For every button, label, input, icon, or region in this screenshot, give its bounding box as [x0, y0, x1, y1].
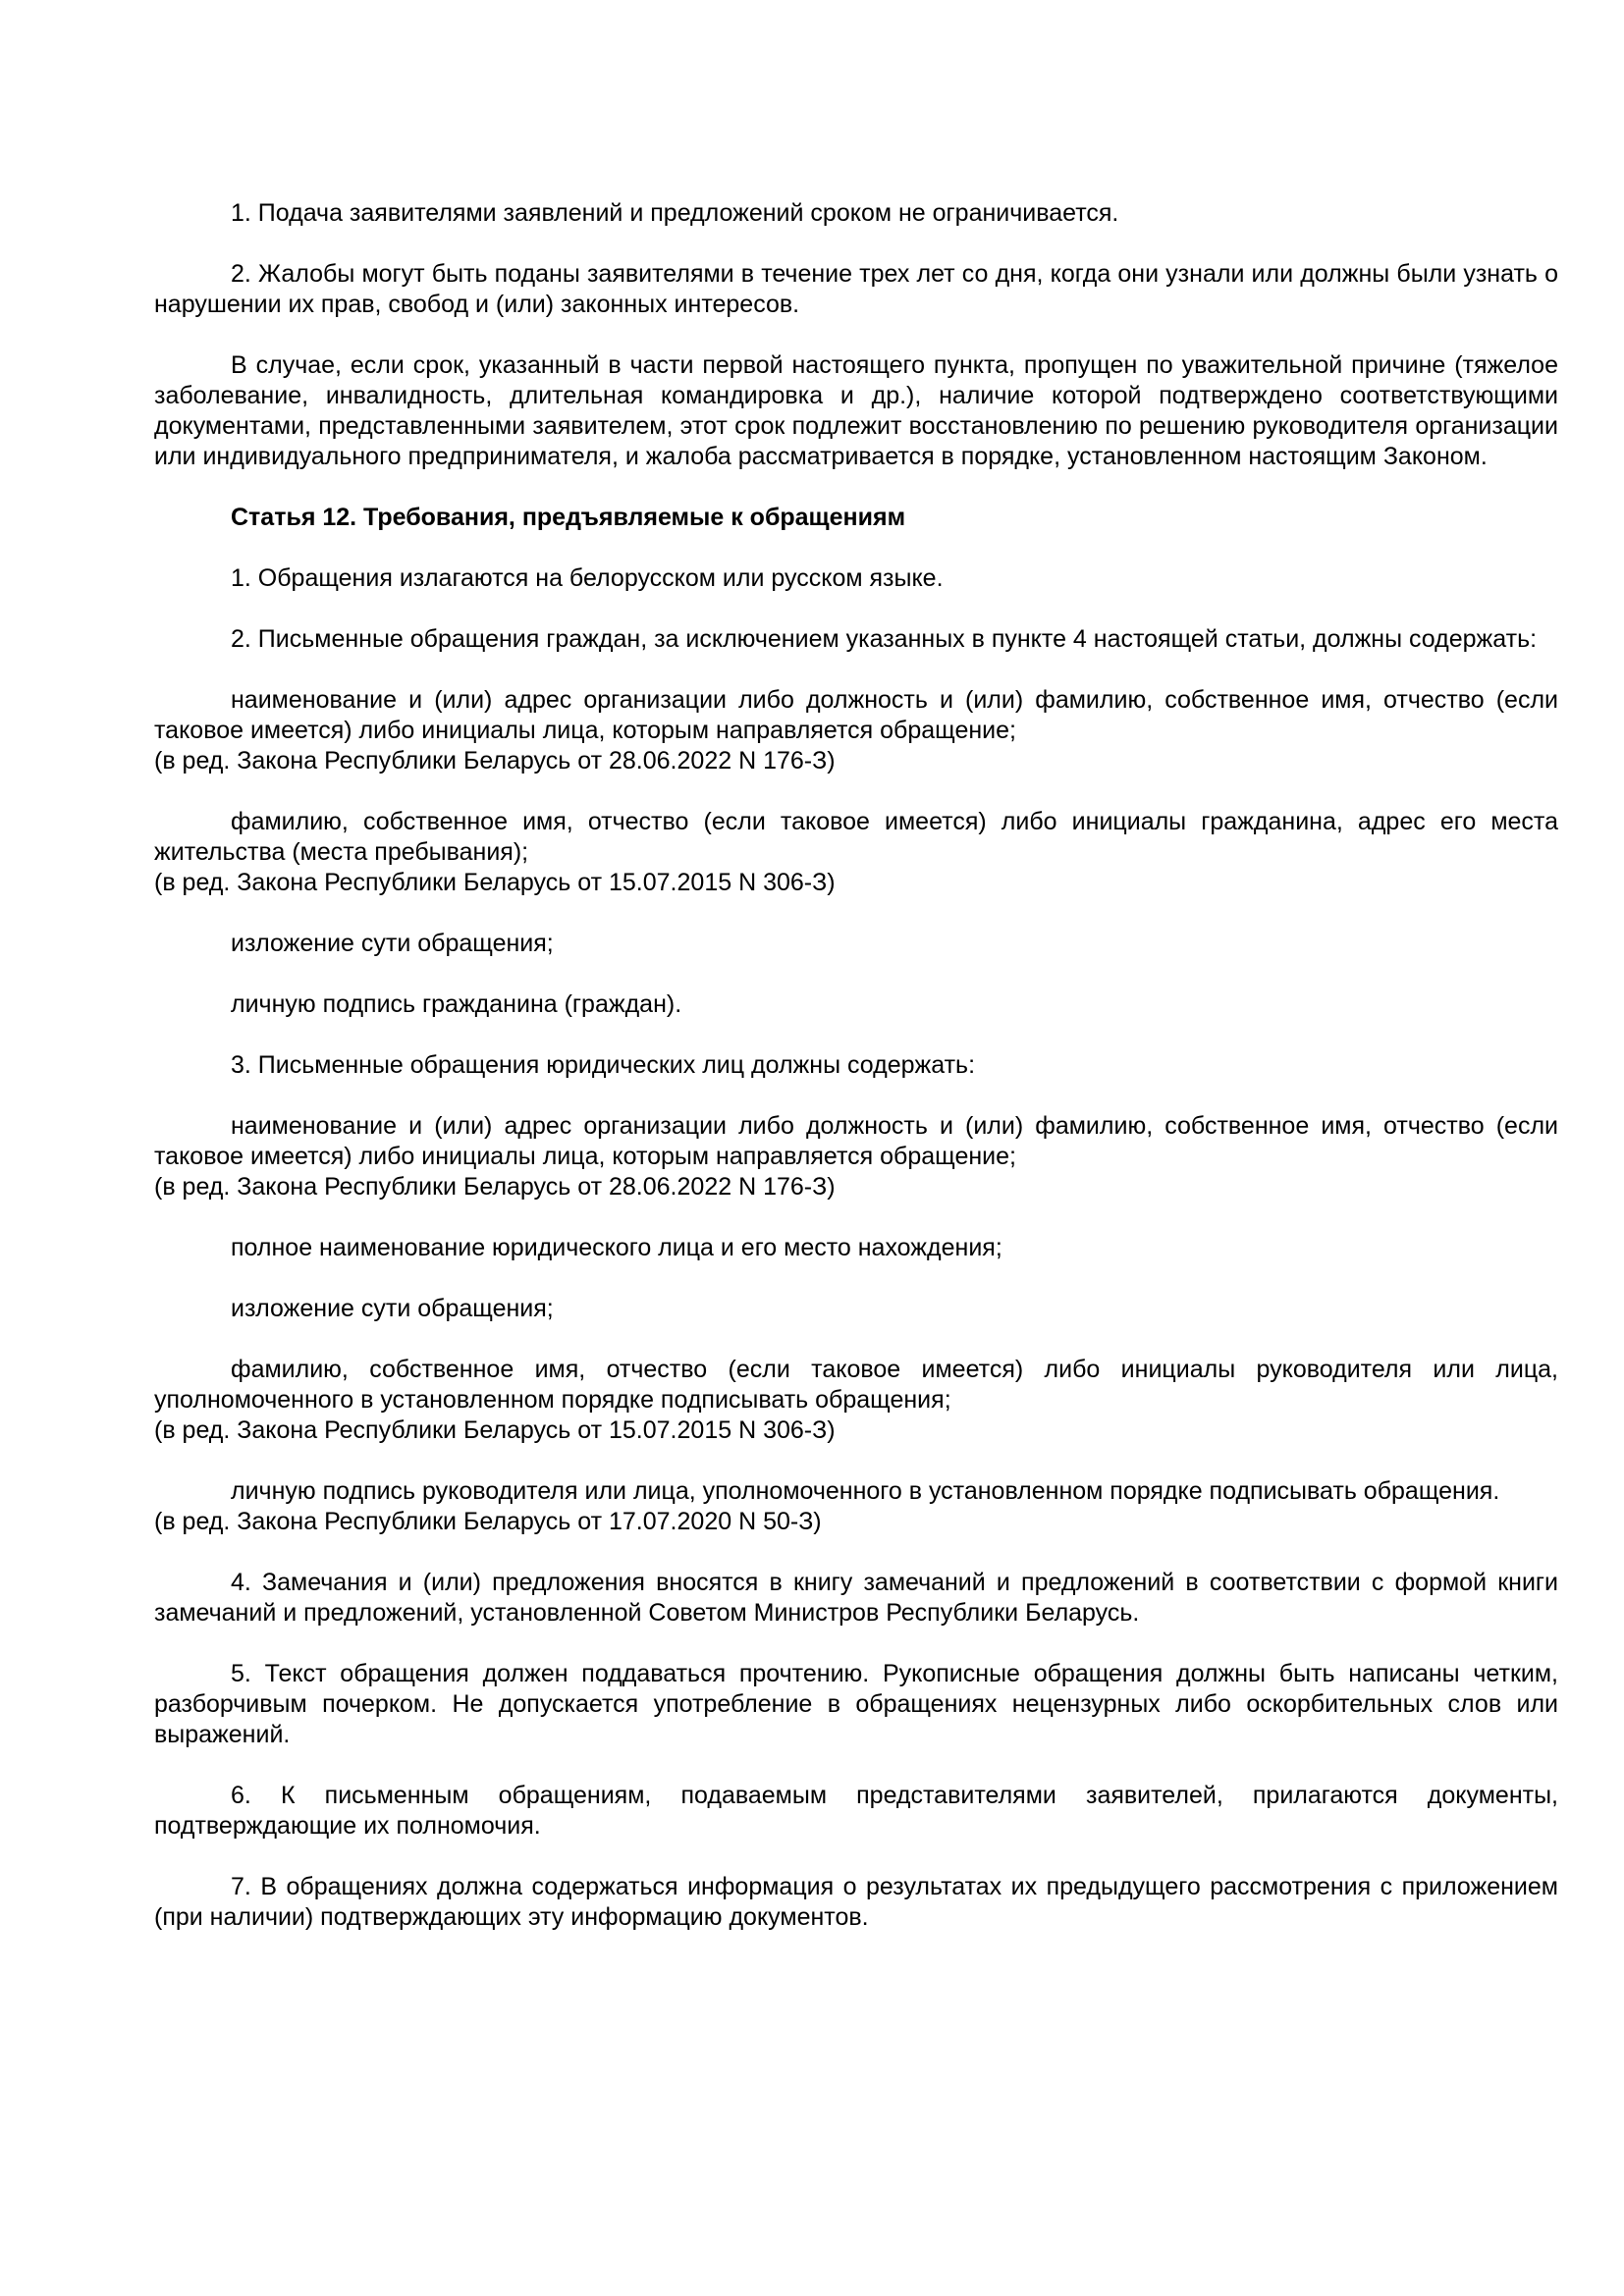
- article-paragraph-with-ref: [154, 1111, 1558, 1202]
- article-paragraph: 5. Текст обращения должен поддаваться прочтению. Рукописные обращения должны быть написаны четким, разборчивым почерком. Не допускается употребление в обращениях нецензурных либо оскорбительных слов или выражений.: [154, 1660, 1558, 1748]
- paragraph-text: наименование и (или) адрес организации либо должность и (или) фамилию, собственное имя, отчество (если таковое имеется) либо инициалы лица, которым направляется обращение;: [154, 686, 1558, 744]
- paragraph-text: фамилию, собственное имя, отчество (если таковое имеется) либо инициалы гражданина, адрес его места жительства (места пребывания);: [154, 808, 1558, 866]
- article-paragraph: полное наименование юридического лица и его место нахождения;: [231, 1234, 1002, 1261]
- amendment-reference: (в ред. Закона Республики Беларусь от 28.06.2022 N 176-З): [154, 747, 836, 774]
- article-paragraph-with-ref: [154, 685, 1558, 776]
- article-paragraph: изложение сути обращения;: [231, 930, 554, 957]
- article-paragraph-with-ref: [154, 1476, 1558, 1537]
- paragraph-filing-term: 1. Подача заявителями заявлений и предложений сроком не ограничивается.: [231, 199, 1119, 227]
- paragraph-text: личную подпись руководителя или лица, уполномоченного в установленном порядке подписывать обращения.: [231, 1477, 1500, 1505]
- amendment-reference: (в ред. Закона Республики Беларусь от 17.07.2020 N 50-З): [154, 1508, 822, 1535]
- paragraph-text: фамилию, собственное имя, отчество (если таковое имеется) либо инициалы руководителя или лица, уполномоченного в установленном порядке подписывать обращения;: [154, 1356, 1558, 1414]
- amendment-reference: (в ред. Закона Республики Беларусь от 28.06.2022 N 176-З): [154, 1173, 836, 1201]
- article-paragraph: 1. Обращения излагаются на белорусском или русском языке.: [231, 564, 944, 592]
- article-paragraph-with-ref: [154, 1355, 1558, 1446]
- paragraph-term-restoration: В случае, если срок, указанный в части первой настоящего пункта, пропущен по уважительной причине (тяжелое заболевание, инвалидность, длительная командировка и др.), наличие которой подтверждено соответствующими документами, представленными заявителем, этот срок подлежит восстановлению по решению руководителя организации или индивидуального предпринимателя, и жалоба рассматривается в порядке, установленном настоящим Законом.: [154, 351, 1558, 470]
- amendment-reference: (в ред. Закона Республики Беларусь от 15.07.2015 N 306-З): [154, 869, 836, 896]
- article-paragraph: 2. Письменные обращения граждан, за исключением указанных в пункте 4 настоящей статьи, должны содержать:: [231, 625, 1538, 653]
- article-paragraph: 7. В обращениях должна содержаться информация о результатах их предыдущего рассмотрения с приложением (при наличии) подтверждающих эту информацию документов.: [154, 1873, 1558, 1931]
- article-paragraph: 6. К письменным обращениям, подаваемым представителями заявителей, прилагаются документы, подтверждающие их полномочия.: [154, 1782, 1558, 1840]
- article-paragraph: 3. Письменные обращения юридических лиц должны содержать:: [231, 1051, 976, 1079]
- paragraph-text: наименование и (или) адрес организации либо должность и (или) фамилию, собственное имя, отчество (если таковое имеется) либо инициалы лица, которым направляется обращение;: [154, 1112, 1558, 1170]
- article-paragraph: изложение сути обращения;: [231, 1295, 554, 1322]
- article-heading: Статья 12. Требования, предъявляемые к обращениям: [231, 504, 906, 531]
- article-paragraph: личную подпись гражданина (граждан).: [231, 990, 682, 1018]
- article-paragraph: 4. Замечания и (или) предложения вносятся в книгу замечаний и предложений в соответствии с формой книги замечаний и предложений, установленной Советом Министров Республики Беларусь.: [154, 1569, 1558, 1627]
- document-page: [154, 198, 1558, 1963]
- paragraph-complaint-term: 2. Жалобы могут быть поданы заявителями в течение трех лет со дня, когда они узнали или должны были узнать о нарушении их прав, свобод и (или) законных интересов.: [154, 260, 1558, 318]
- amendment-reference: (в ред. Закона Республики Беларусь от 15.07.2015 N 306-З): [154, 1416, 836, 1444]
- article-paragraph-with-ref: [154, 807, 1558, 898]
